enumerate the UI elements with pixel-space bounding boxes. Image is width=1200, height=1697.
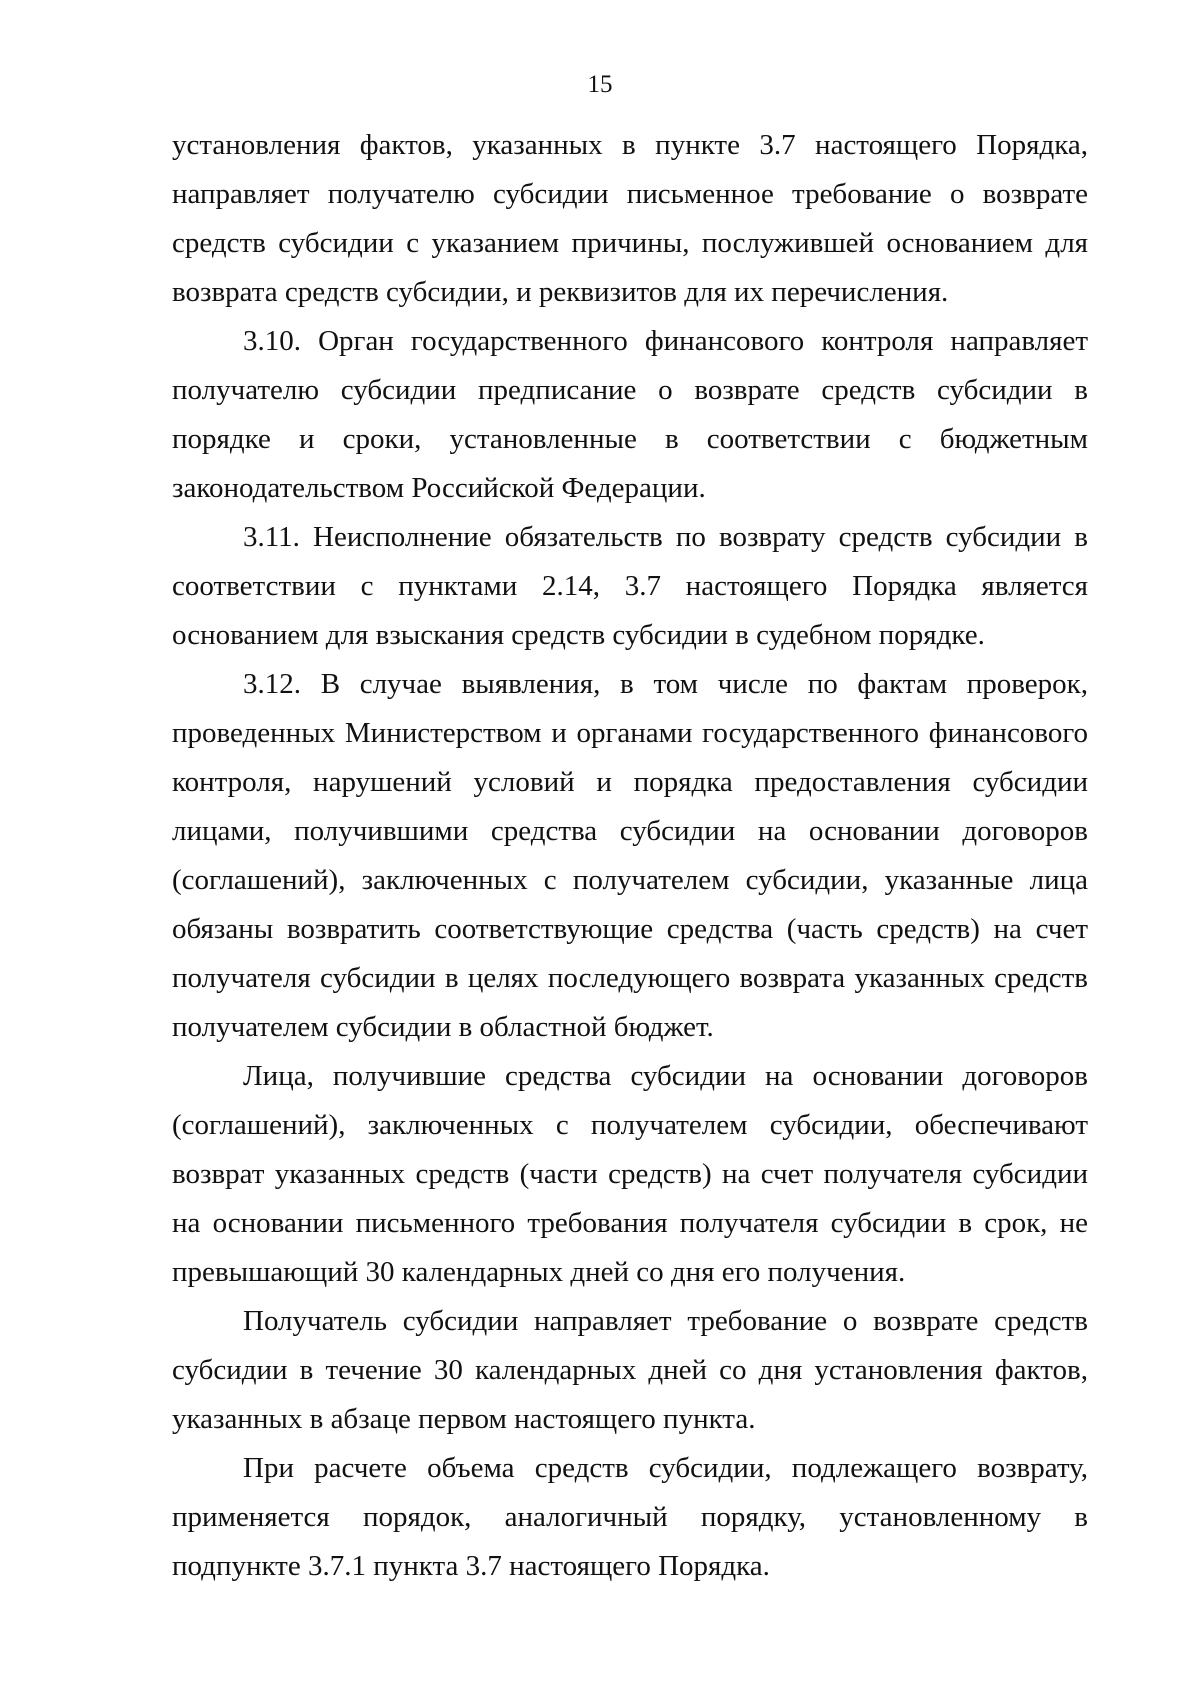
paragraph-3-12: 3.12. В случае выявления, в том числе по фактам проверок, проведенных Министерством и органами государственного финансового контроля, нарушений условий и порядка предоставления субсидии лицами, получившими средства субсидии на основании договоров (соглашений), заключенных с получателем субсидии, указанные лица обязаны возвратить соответствующие средства (часть средств) на счет получателя субсидии в целях последующего возврата указанных средств получателем субсидии в областной бюджет.	[172, 668, 1088, 1043]
paragraph-3-12-calculation: При расчете объема средств субсидии, подлежащего возврату, применяется порядок, аналогичный порядку, установленному в подпункте 3.7.1 пункта 3.7 настоящего Порядка.	[172, 1452, 1088, 1582]
paragraph-3-10: 3.10. Орган государственного финансового контроля направляет получателю субсидии предписание о возврате средств субсидии в порядке и сроки, установленные в соответствии с бюджетным законодательством Российской Федерации.	[172, 325, 1088, 504]
page-number: 15	[587, 71, 613, 98]
document-body	[172, 121, 1088, 1591]
paragraph-3-11: 3.11. Неисполнение обязательств по возврату средств субсидии в соответствии с пунктами 2.14, 3.7 настоящего Порядка является основанием для взыскания средств субсидии в судебном порядке.	[172, 521, 1088, 651]
paragraph-continuation: установления фактов, указанных в пункте 3.7 настоящего Порядка, направляет получателю субсидии письменное требование о возврате средств субсидии с указанием причины, послужившей основанием для возврата средств субсидии, и реквизитов для их перечисления.	[172, 129, 1088, 308]
paragraph-3-12-recipient: Получатель субсидии направляет требование о возврате средств субсидии в течение 30 календарных дней со дня установления фактов, указанных в абзаце первом настоящего пункта.	[172, 1305, 1088, 1435]
paragraph-3-12-persons: Лица, получившие средства субсидии на основании договоров (соглашений), заключенных с получателем субсидии, обеспечивают возврат указанных средств (части средств) на счет получателя субсидии на основании письменного требования получателя субсидии в срок, не превышающий 30 календарных дней со дня его получения.	[172, 1060, 1088, 1288]
